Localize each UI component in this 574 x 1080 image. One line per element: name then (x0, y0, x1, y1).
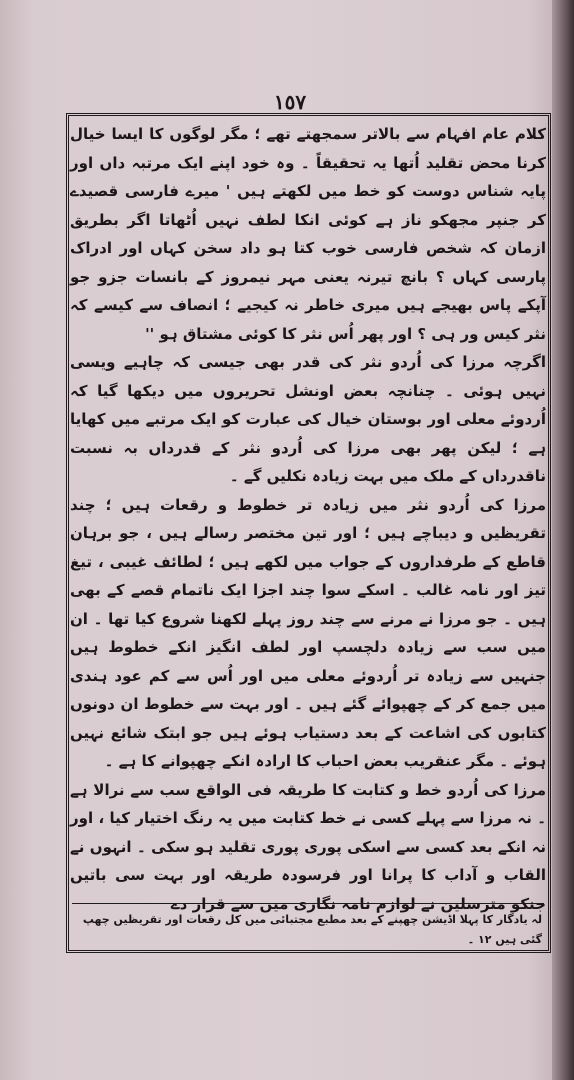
paragraph: کلام عام افہام سے بالاتر سمجھتے تھے ؛ مگر لوگوں کا ایسا خیال کرنا محض تقلید اُتھا یہ تحقیقاً ۔ وہ خود اپنے ایک مرتبہ داں اور پایہ شناس دوست کو خط میں لکھتے ہیں ' میرے فارسی قصیدے کر جنپر مجھکو ناز ہے کوئی انکا لطف نہیں اُٹھاتا اگر بطریق ازمان کہ شخص فارسی خوب کتا ہو داد سخن کہاں اور ادراک پارسی کہاں ؟ بانچ تیرنہ یعنی مہر نیمروز کے بانسات جزو جو آپکے پاس بھیجے ہیں میری خاطر نہ کیجیے ؛ انصاف سے کیسے کہ نثر کیس ور ہی ؟ اور پھر اُس نثر کا کوئی مشتاق ہو '' (70, 125, 546, 343)
paragraph: مرزا کی اُردو نثر میں زیادہ تر خطوط و رقعات ہیں ؛ چند تقریظیں و دیباچے ہیں ؛ اور تین مختصر رسالے ہیں ، جو برہان قاطع کے طرفداروں کے جواب میں لکھے ہیں ؛ لطائف غیبی ، تیغ تیز اور نامہ غالب ۔ اسکے سوا چند اجزا ایک ناتمام قصے کے بھی ہیں ۔ جو مرزا نے مرنے سے چند روز پہلے لکھنا شروع کیا تھا ۔ ان میں سب سے زیادہ دلچسپ اور لطف انگیز انکے خطوط ہیں جنہیں سے زیادہ تر اُردوئے معلی میں اور اُس سے کم عود ہندی میں جمع کر کے چھپوائے گئے ہیں ۔ اور بہت سے خطوط ان دونوں کتابوں کی اشاعت کے بعد دستیاب ہوئے ہیں جو ابتک شائع نہیں ہوئے ۔ مگر عنقریب بعض احباب کا ارادہ انکے چھپوانے کا ہے ۔ (70, 495, 546, 770)
footnote-divider (72, 903, 544, 904)
paragraph: اگرچہ مرزا کی اُردو نثر کی قدر بھی جیسی کہ چاہیے ویسی نہیں ہوئی ۔ چنانچہ بعض اونشل تحریروں میں دیکھا گیا کہ اُردوئے معلی اور بوستان خیال کی عبارت کو ایک مرتبے میں کھایا ہے ؛ لیکن پھر بھی مرزا کی اُردو نثر کے قدرداں بہ نسبت ناقدرداں کے ملک میں بہت زیادہ نکلیں گے ۔ (70, 353, 546, 485)
footnote: لہ یادگار کا پہلا اڈیشن چھپنے کے بعد مطبع مجتبائی میں کل رقعات اور تقریظیں چھپ گئی ہیں ۱۲ ۔ (82, 913, 542, 946)
main-text (70, 120, 546, 913)
paragraph: مرزا کی اُردو خط و کتابت کا طریقہ فی الواقع سب سے نرالا ہے ۔ نہ مرزا سے پہلے کسی نے خط کتابت میں یہ رنگ اختیار کیا ، اور نہ انکے بعد کسی سے اسکی پوری پوری تقلید ہو سکی ۔ انہوں نے القاب و آداب کا پرانا اور فرسودہ طریقہ اور بہت سی باتیں جنکو مترسلین نے لوازم نامہ نگاری میں سے قرار دے (70, 780, 546, 913)
book-gutter (552, 0, 574, 1080)
page-number: ١٥٧ (273, 90, 307, 114)
